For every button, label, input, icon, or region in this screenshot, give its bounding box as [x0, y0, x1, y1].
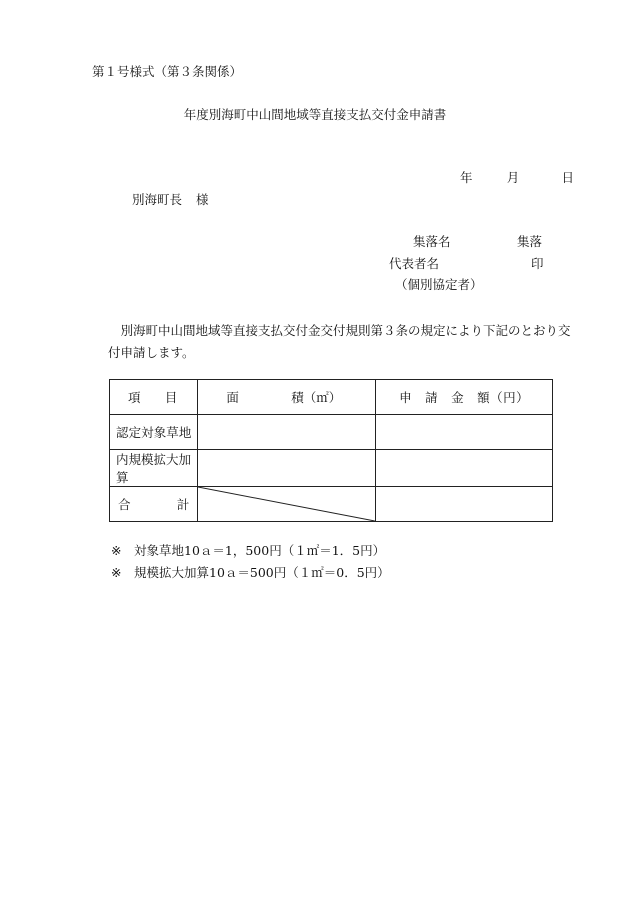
seal-mark: 印	[531, 256, 544, 271]
row-label-scale-expansion	[110, 450, 198, 487]
individual-agreement-note: （個別協定者）	[395, 277, 483, 292]
row-label-text: 内規模拡大加算	[116, 452, 192, 485]
row-label-certified-grassland	[110, 415, 198, 450]
total-area-crossed-cell	[198, 487, 376, 522]
table-total-row	[110, 487, 553, 522]
note-item	[111, 545, 385, 558]
amount-input-scale-expansion[interactable]	[376, 450, 553, 487]
row-label-char: 象	[153, 425, 167, 440]
row-label-char: 定	[128, 425, 142, 440]
header-amount-label: 申 請 金 額（円）	[399, 390, 530, 405]
total-amount-input[interactable]	[376, 487, 553, 522]
representative-name-label: 代表者名	[389, 256, 440, 271]
settlement-suffix: 集落	[517, 234, 543, 249]
header-area-rest: 積（㎡）	[291, 390, 342, 405]
row-label-text	[116, 423, 191, 441]
note-mark: ※	[111, 565, 122, 580]
date-line	[460, 172, 574, 185]
area-input-certified-grassland[interactable]	[198, 415, 376, 450]
header-amount-cell	[376, 380, 553, 415]
total-label-cell	[110, 487, 198, 522]
table-header-row	[110, 380, 553, 415]
note-item	[111, 567, 390, 580]
table-row	[110, 415, 553, 450]
date-year-label: 年	[460, 170, 473, 185]
date-day-label: 日	[561, 170, 574, 185]
row-label-char: 草	[166, 425, 179, 440]
header-item-char-1: 項	[128, 390, 141, 405]
row-label-char: 対	[141, 425, 154, 440]
note-text: 対象草地10ａ＝1，500円（１㎡＝1．5円）	[134, 543, 386, 558]
header-item-cell	[110, 380, 198, 415]
note-mark: ※	[111, 543, 122, 558]
header-area-cell	[198, 380, 376, 415]
application-statement: 別海町中山間地域等直接支払交付金交付規則第３条の規定により下記のとおり交付申請します。	[108, 323, 571, 360]
note-text: 規模拡大加算10ａ＝500円（１㎡＝0．5円）	[134, 565, 390, 580]
addressee-honorific: 様	[196, 192, 209, 207]
header-area-char-1: 面	[226, 390, 239, 405]
total-label-char-2: 計	[176, 497, 190, 512]
row-label-char: 地	[178, 425, 192, 440]
total-label-char-1: 合	[118, 497, 131, 512]
row-label-char: 認	[116, 425, 129, 440]
addressee-name: 別海町長	[132, 192, 183, 207]
diagonal-strike-line	[198, 487, 375, 521]
document-title: 年度別海町中山間地域等直接支払交付金申請書	[183, 107, 447, 122]
header-item-char-2: 目	[164, 390, 178, 405]
addressee	[132, 194, 209, 207]
date-month-label: 月	[506, 170, 520, 185]
area-input-scale-expansion[interactable]	[198, 450, 376, 487]
settlement-name-label: 集落名	[413, 234, 451, 249]
form-number: 第１号様式（第３条関係）	[92, 64, 243, 79]
application-table	[109, 379, 553, 522]
table-row	[110, 450, 553, 487]
amount-input-certified-grassland[interactable]	[376, 415, 553, 450]
